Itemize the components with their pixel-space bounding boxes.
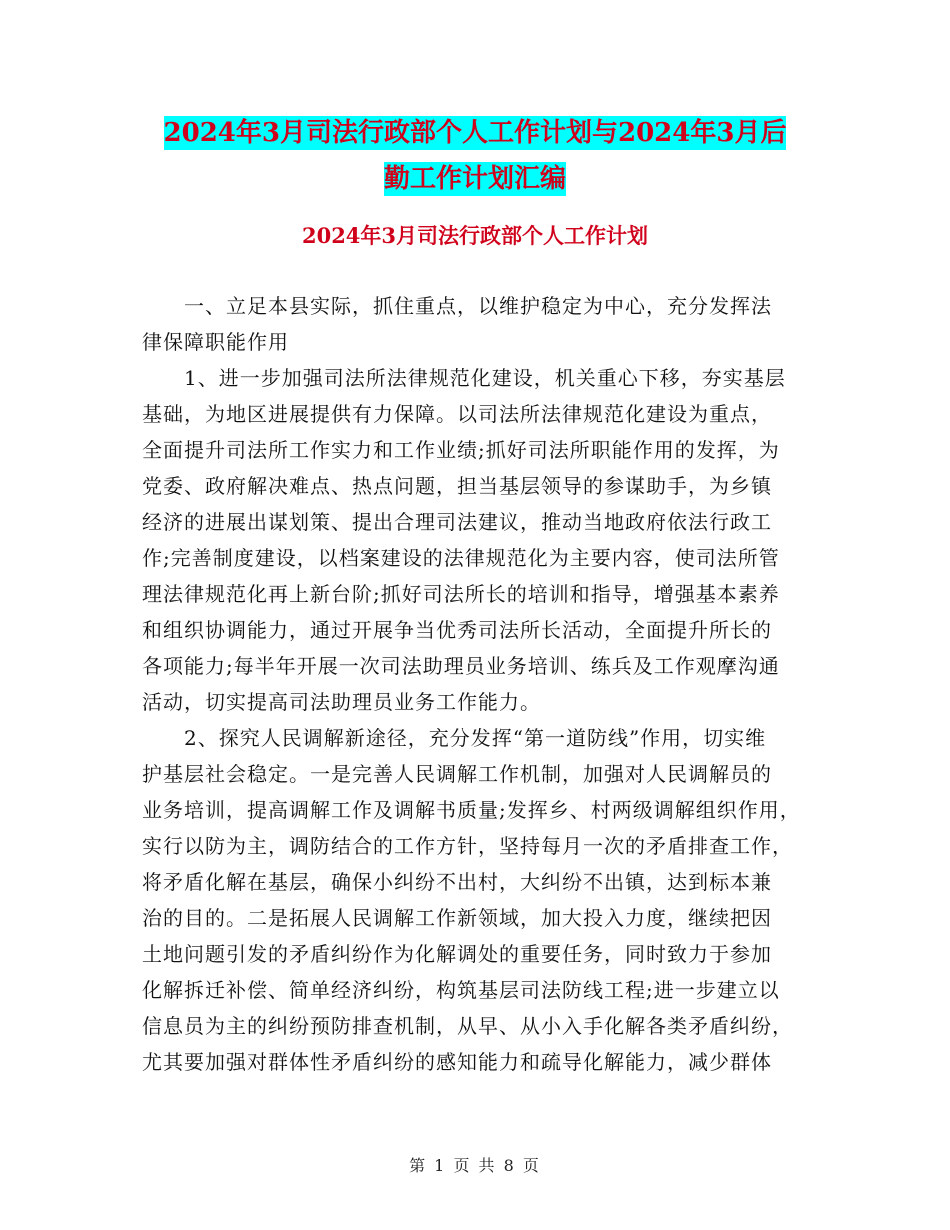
document-title-line-1: 2024年3月司法行政部个人工作计划与2024年3月后 bbox=[163, 118, 787, 148]
paragraph-line: 化解拆迁补偿、简单经济纠纷，构筑基层司法防线工程;进一步建立以 bbox=[142, 978, 780, 1002]
paragraph-line: 信息员为主的纠纷预防排查机制，从早、从小入手化解各类矛盾纠纷， bbox=[142, 1014, 793, 1038]
paragraph-line: 全面提升司法所工作实力和工作业绩;抓好司法所职能作用的发挥，为 bbox=[142, 438, 780, 462]
paragraph-2 bbox=[142, 360, 810, 720]
paragraph-line: 2、探究人民调解新途径，充分发挥“第一道防线”作用，切实维 bbox=[184, 726, 767, 750]
document-body bbox=[142, 288, 810, 1080]
paragraph-line: 经济的进展出谋划策、提出合理司法建议，推动当地政府依法行政工 bbox=[142, 510, 772, 534]
paragraph-line: 党委、政府解决难点、热点问题，担当基层领导的参谋助手，为乡镇 bbox=[142, 474, 772, 498]
paragraph-line: 实行以防为主，调防结合的工作方针，坚持每月一次的矛盾排查工作， bbox=[142, 834, 793, 858]
paragraph-3 bbox=[142, 720, 810, 1080]
document-title-line-2: 勤工作计划汇编 bbox=[383, 164, 566, 194]
paragraph-line: 土地问题引发的矛盾纠纷作为化解调处的重要任务，同时致力于参加 bbox=[142, 942, 772, 966]
paragraph-line: 律保障职能作用 bbox=[142, 330, 289, 354]
paragraph-line: 和组织协调能力，通过开展争当优秀司法所长活动，全面提升所长的 bbox=[142, 618, 772, 642]
page-footer: 第 1 页 共 8 页 bbox=[409, 1156, 541, 1175]
paragraph-line: 活动，切实提高司法助理员业务工作能力。 bbox=[142, 690, 541, 714]
paragraph-line: 作;完善制度建设，以档案建设的法律规范化为主要内容，使司法所管 bbox=[142, 546, 780, 570]
paragraph-line: 将矛盾化解在基层，确保小纠纷不出村，大纠纷不出镇，达到标本兼 bbox=[142, 870, 772, 894]
section-title: 2024年3月司法行政部个人工作计划 bbox=[301, 223, 649, 248]
document-title bbox=[140, 110, 810, 202]
paragraph-line: 治的目的。二是拓展人民调解工作新领域，加大投入力度，继续把因 bbox=[142, 906, 772, 930]
paragraph-line: 业务培训，提高调解工作及调解书质量;发挥乡、村两级调解组织作用， bbox=[142, 798, 801, 822]
paragraph-line: 一、立足本县实际，抓住重点，以维护稳定为中心，充分发挥法 bbox=[184, 294, 772, 318]
paragraph-line: 1、进一步加强司法所法律规范化建设，机关重心下移，夯实基层 bbox=[184, 366, 786, 390]
paragraph-line: 尤其要加强对群体性矛盾纠纷的感知能力和疏导化解能力，减少群体 bbox=[142, 1050, 772, 1074]
paragraph-line: 护基层社会稳定。一是完善人民调解工作机制，加强对人民调解员的 bbox=[142, 762, 772, 786]
paragraph-line: 理法律规范化再上新台阶;抓好司法所长的培训和指导，增强基本素养 bbox=[142, 582, 780, 606]
paragraph-1 bbox=[142, 288, 810, 360]
paragraph-line: 基础，为地区进展提供有力保障。以司法所法律规范化建设为重点， bbox=[142, 402, 772, 426]
paragraph-line: 各项能力;每半年开展一次司法助理员业务培训、练兵及工作观摩沟通 bbox=[142, 654, 780, 678]
